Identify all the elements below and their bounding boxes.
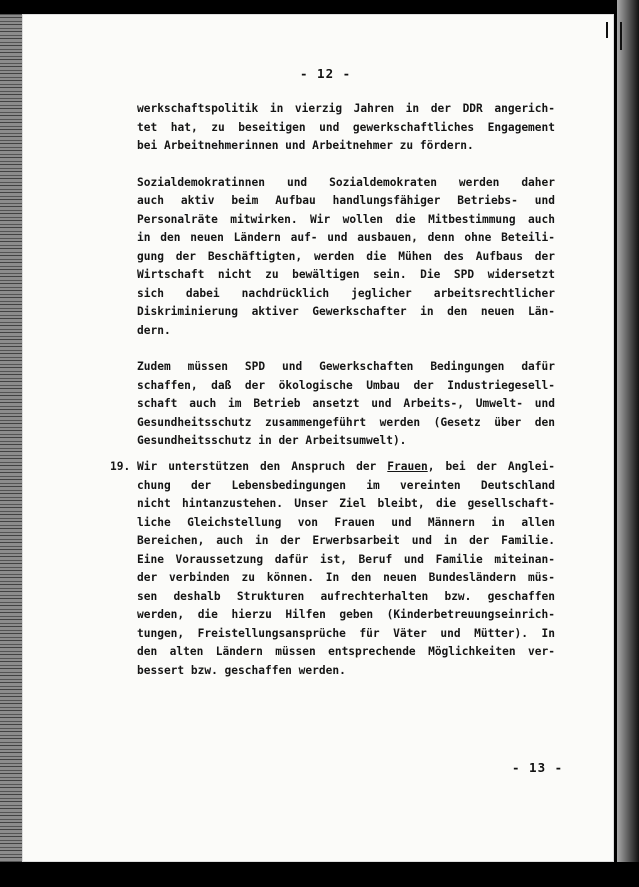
text-line: werden, die hierzu Hilfen geben (Kinderbetreuungseinrich- — [137, 608, 555, 621]
text-line: chung der Lebensbedingungen im vereinten Deutschland — [137, 478, 555, 492]
paragraph-2 — [137, 174, 555, 341]
text-line: Wirtschaft nicht zu bewältigen sein. Die SPD widersetzt — [137, 268, 555, 281]
text-line: schaffen, daß der ökologische Umbau der Industriegesell- — [137, 378, 555, 392]
text-line: Diskriminierung aktiver Gewerkschafter in den neuen Län- — [137, 305, 555, 318]
text-segment: Wir unterstützen den Anspruch der — [137, 460, 388, 473]
page-footer-number: - 13 - — [512, 760, 564, 775]
text-line: Eine Voraussetzung dafür ist, Beruf und Familie miteinan- — [137, 552, 555, 566]
numbered-item-19 — [110, 458, 555, 680]
scan-mark — [620, 22, 622, 50]
underlined-word: Frauen — [387, 460, 428, 473]
text-line: schaft auch im Betrieb ansetzt und Arbeits-, Umwelt- und — [137, 397, 555, 410]
scan-bottom-band — [0, 862, 639, 887]
text-line: Sozialdemokratinnen und Sozialdemokraten werden daher — [137, 175, 555, 189]
text-line: Personalräte mitwirken. Wir wollen die Mitbestimmung auch — [137, 212, 555, 226]
text-line: nicht hintanzustehen. Unser Ziel bleibt, die gesellschaft- — [137, 497, 555, 510]
text-segment: , bei der Anglei- — [427, 460, 555, 473]
text-line: der verbinden zu können. In den neuen Bundesländern müs- — [137, 571, 555, 584]
text-line: bei Arbeitnehmerinnen und Arbeitnehmer zu fördern. — [137, 139, 474, 152]
text-line: Bereichen, auch in der Erwerbsarbeit und in der Familie. — [137, 534, 555, 547]
text-line: dern. — [137, 323, 171, 337]
item-number: 19. — [110, 460, 131, 473]
item-body — [137, 458, 555, 680]
text-line: in den neuen Ländern auf- und ausbauen, denn ohne Beteili- — [137, 231, 555, 244]
text-line: Gesundheitsschutz zusammengeführt werden (Gesetz über den — [137, 415, 555, 429]
text-line — [137, 458, 555, 477]
text-line: auch aktiv beim Aufbau handlungsfähiger Betriebs- und — [137, 194, 555, 207]
paragraph-3 — [137, 358, 555, 451]
text-line: werkschaftspolitik in vierzig Jahren in der DDR angerich- — [137, 102, 555, 115]
text-line: tungen, Freistellungsansprüche für Väter und Mütter). In — [137, 626, 555, 640]
text-line: liche Gleichstellung von Frauen und Männern in allen — [137, 515, 555, 529]
document-body — [137, 100, 555, 469]
scan-mark — [606, 22, 608, 38]
text-line: sen deshalb Strukturen aufrechterhalten bzw. geschaffen — [137, 589, 555, 603]
text-line: bessert bzw. geschaffen werden. — [137, 663, 346, 677]
paragraph-1 — [137, 100, 555, 156]
text-line: Zudem müssen SPD und Gewerkschaften Bedingungen dafür — [137, 360, 555, 373]
text-line: gung der Beschäftigten, werden die Mühen des Aufbaus der — [137, 249, 555, 263]
text-line: Gesundheitsschutz in der Arbeitsumwelt). — [137, 434, 407, 447]
scan-right-shadow — [617, 0, 639, 887]
text-line: sich dabei nachdrücklich jeglicher arbeitsrechtlicher — [137, 286, 555, 300]
text-line: tet hat, zu beseitigen und gewerkschaftliches Engagement — [137, 120, 555, 134]
page-header-number: - 12 - — [300, 66, 352, 81]
text-line: den alten Ländern müssen entsprechende Möglichkeiten ver- — [137, 645, 555, 658]
